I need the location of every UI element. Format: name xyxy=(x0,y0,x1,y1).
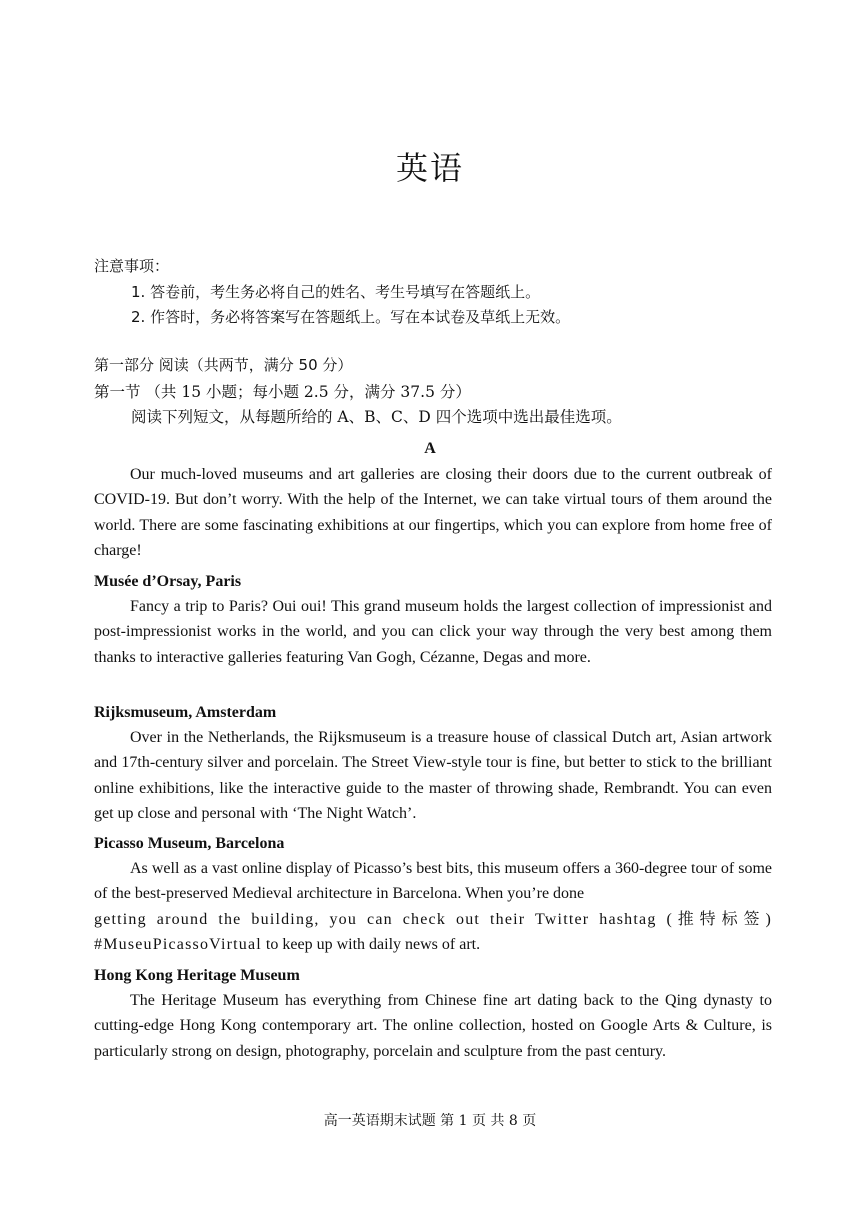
instruction-text: 阅读下列短文，从每题所给的 A、B、C、D 四个选项中选出最佳选项。 xyxy=(131,408,622,426)
passage-label: A xyxy=(424,440,436,457)
section-heading-orsay: Musée d’Orsay, Paris xyxy=(94,573,242,590)
notice-heading: 注意事项： xyxy=(94,257,170,275)
passage-intro-block xyxy=(94,462,772,563)
section-heading-picasso: Picasso Museum, Barcelona xyxy=(94,835,285,852)
page-title: 英语 xyxy=(395,149,464,187)
section-text-picasso-line: getting around the building, you can check out their Twitter hashtag (推特标签) xyxy=(94,910,772,928)
section-heading-hongkong: Hong Kong Heritage Museum xyxy=(94,967,300,984)
part-heading: 第一部分 阅读（共两节，满分 50 分） xyxy=(94,356,353,374)
section-heading-rijksmuseum: Rijksmuseum, Amsterdam xyxy=(94,704,277,721)
section-heading: 第一节 （共 15 小题；每小题 2.5 分，满分 37.5 分） xyxy=(94,383,471,401)
page-footer: 高一英语期末试题 第 1 页 共 8 页 xyxy=(323,1113,537,1129)
passage-intro: Our much-loved museums and art galleries are closing their doors due to the current outbreak of COVID-19. But don’t worry. With the help of the Internet, we can take virtual tours of them around the world. There are some fascinating exhibitions at our fingertips, which you can explore from home free of charge! xyxy=(94,466,772,559)
section-text-picasso: As well as a vast online display of Picasso’s best bits, this museum offers a 360-degree tour of some of the best-preserved Medieval architecture in Barcelona. When you’re done xyxy=(94,860,772,903)
section-text-orsay: Fancy a trip to Paris? Oui oui! This grand museum holds the largest collection of impressionist and post-impressionist works in the world, and you can click your way through the very best among them thanks to interactive galleries featuring Van Gogh, Cézanne, Degas and more. xyxy=(94,598,772,666)
section-text-rijksmuseum: Over in the Netherlands, the Rijksmuseum is a treasure house of classical Dutch art, Asian artwork and 17th-century silver and porcelain. The Street View-style tour is fine, but better to stick to the brilliant online exhibitions, like the interactive guide to the master of throwing shade, Rembrandt. You can even get up close and personal with ‘The Night Watch’. xyxy=(94,729,772,822)
section-rijksmuseum xyxy=(94,700,772,826)
notice-item: 2. 作答时，务必将答案写在答题纸上。写在本试卷及草纸上无效。 xyxy=(131,308,571,326)
section-text-picasso-end: to keep up with daily news of art. xyxy=(261,935,481,953)
hashtag: #MuseuPicassoVirtual xyxy=(94,935,262,953)
section-picasso xyxy=(94,831,772,957)
section-orsay xyxy=(94,569,772,670)
section-text-hongkong: The Heritage Museum has everything from Chinese fine art dating back to the Qing dynasty to cutting-edge Hong Kong contemporary art. The online collection, hosted on Google Arts & Culture, is particularly strong on design, photography, porcelain and sculpture from the past century. xyxy=(94,992,772,1060)
notice-item: 1. 答卷前，考生务必将自己的姓名、考生号填写在答题纸上。 xyxy=(131,283,541,301)
section-hongkong xyxy=(94,963,772,1064)
